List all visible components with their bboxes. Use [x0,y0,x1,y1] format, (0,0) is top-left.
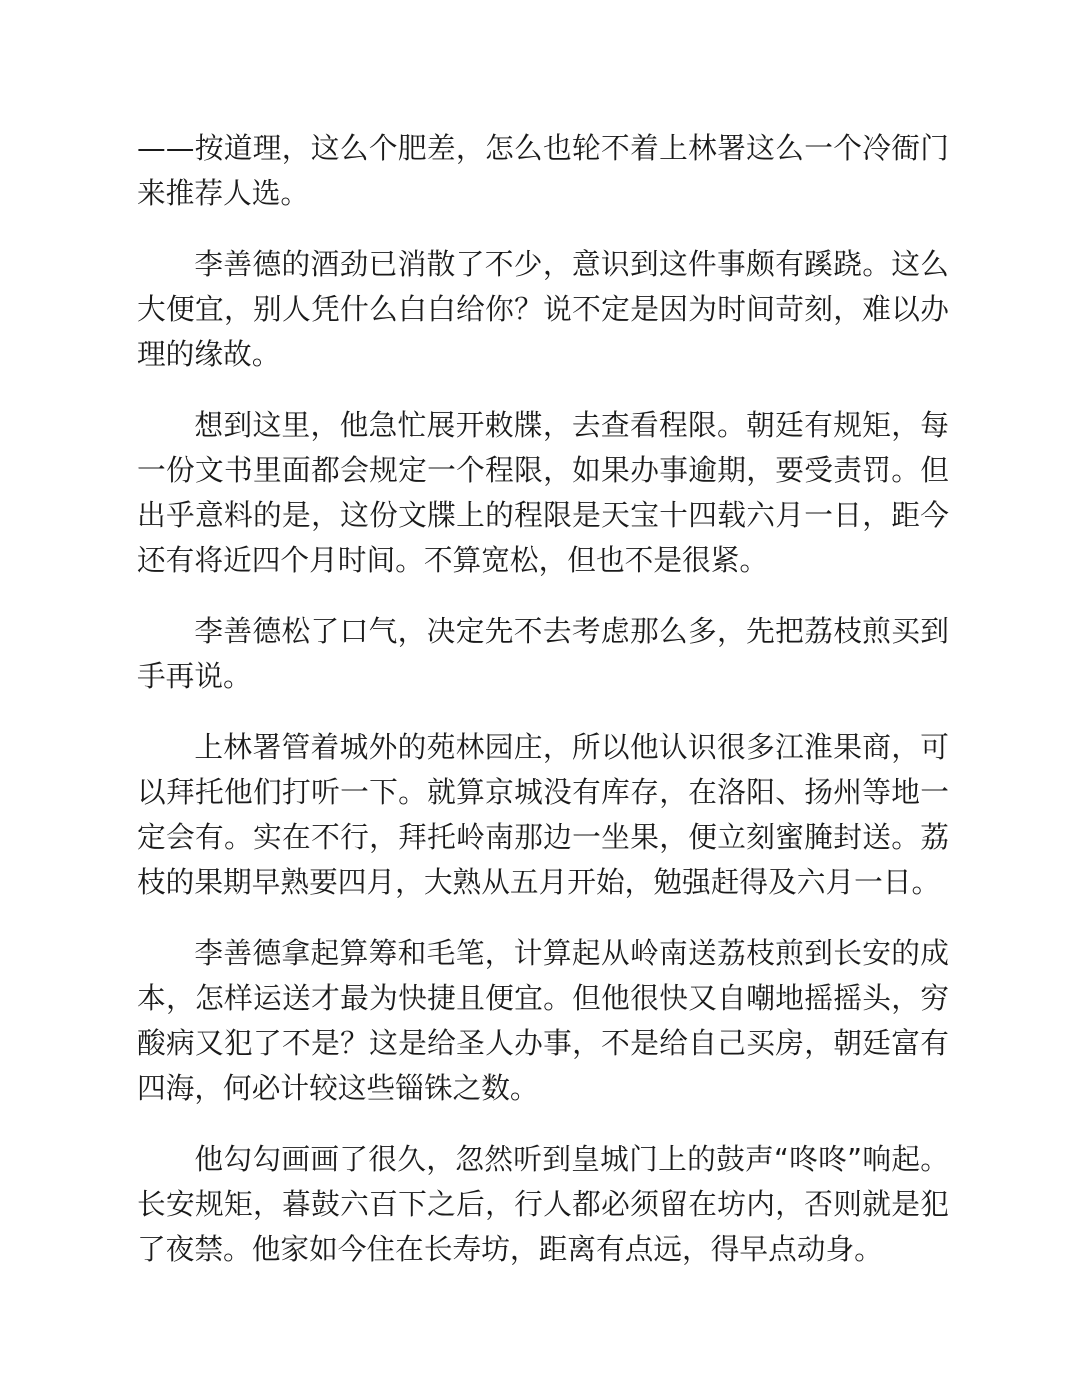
paragraph-7: 他勾勾画画了很久，忽然听到皇城门上的鼓声“咚咚”响起。长安规矩，暮鼓六百下之后，行人都必须留在坊内，否则就是犯了夜禁。他家如今住在长寿坊，距离有点远，得早点动身。 [137,1142,949,1266]
paragraph-6: 李善德拿起算筹和毛笔，计算起从岭南送荔枝煎到长安的成本，怎样运送才最为快捷且便宜。但他很快又自嘲地摇摇头，穷酸病又犯了不是？这是给圣人办事，不是给自己买房，朝廷富有四海，何必计较这些锱铢之数。 [137,936,949,1105]
paragraph-4: 李善德松了口气，决定先不去考虑那么多，先把荔枝煎买到手再说。 [137,614,949,693]
paragraph-5: 上林署管着城外的苑林园庄，所以他认识很多江淮果商，可以拜托他们打听一下。就算京城没有库存，在洛阳、扬州等地一定会有。实在不行，拜托岭南那边一坐果，便立刻蜜腌封送。荔枝的果期早熟要四月，大熟从五月开始，勉强赶得及六月一日。 [137,730,949,899]
paragraph-2: 李善德的酒劲已消散了不少，意识到这件事颇有蹊跷。这么大便宜，别人凭什么白白给你？说不定是因为时间苛刻，难以办理的缘故。 [137,247,949,371]
paragraph-1: ——按道理，这么个肥差，怎么也轮不着上林署这么一个冷衙门来推荐人选。 [137,131,949,210]
body-text [137,126,949,1298]
paragraph-3: 想到这里，他急忙展开敕牒，去查看程限。朝廷有规矩，每一份文书里面都会规定一个程限，如果办事逾期，要受责罚。但出乎意料的是，这份文牒上的程限是天宝十四载六月一日，距今还有将近四个月时间。不算宽松，但也不是很紧。 [137,408,949,577]
